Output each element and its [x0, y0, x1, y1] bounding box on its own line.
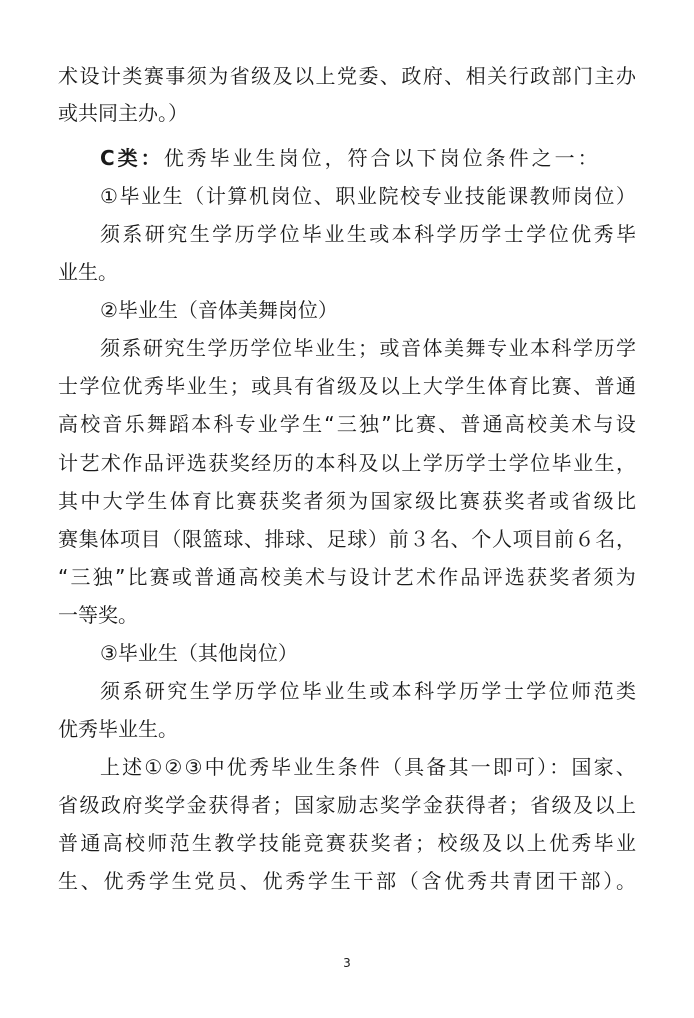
paragraph-line: 一等奖。: [58, 603, 138, 627]
paragraph-line: 业生。: [58, 260, 118, 284]
paragraph-line: 须系研究生学历学位毕业生；或音体美舞专业本科学历学: [100, 336, 638, 360]
page-number: 3: [343, 956, 351, 970]
section-c-label: C类：: [100, 146, 164, 170]
paragraph-line: 生、优秀学生党员、优秀学生干部（含优秀共青团干部）。: [58, 869, 639, 893]
paragraph-line: 高校音乐舞蹈本科专业学生“三独”比赛、普通高校美术与设: [58, 412, 638, 436]
paragraph-line: 术设计类赛事须为省级及以上党委、政府、相关行政部门主办: [58, 64, 638, 88]
item-heading-2: ②毕业生（音体美舞岗位）: [100, 298, 338, 322]
paragraph-line: 士学位优秀毕业生；或具有省级及以上大学生体育比赛、普通: [58, 374, 638, 398]
paragraph-line: 优秀毕业生。: [58, 717, 178, 741]
paragraph-line: 上述①②③中优秀毕业生条件（具备其一即可）：国家、: [100, 755, 638, 779]
paragraph-line: 赛集体项目（限篮球、排球、足球）前３名、个人项目前６名，: [58, 527, 637, 551]
paragraph-line: 须系研究生学历学位毕业生或本科学历学士学位师范类: [100, 679, 639, 703]
section-c-heading: [100, 144, 601, 172]
paragraph-line: 或共同主办。）: [58, 101, 188, 125]
paragraph-line: “三独”比赛或普通高校美术与设计艺术作品评选获奖者须为: [58, 565, 638, 589]
item-heading-1: ①毕业生（计算机岗位、职业院校专业技能课教师岗位）: [100, 184, 638, 208]
section-c-text: 优秀毕业生岗位，符合以下岗位条件之一：: [163, 146, 601, 170]
paragraph-line: 须系研究生学历学位毕业生或本科学历学士学位优秀毕: [100, 222, 639, 246]
item-heading-3: ③毕业生（其他岗位）: [100, 641, 298, 665]
paragraph-line: 计艺术作品评选获奖经历的本科及以上学历学士学位毕业生，: [58, 451, 638, 475]
paragraph-line: 其中大学生体育比赛获奖者须为国家级比赛获奖者或省级比: [58, 489, 639, 513]
paragraph-line: 普通高校师范生教学技能竞赛获奖者；校级及以上优秀毕业: [58, 831, 639, 855]
paragraph-line: 省级政府奖学金获得者；国家励志奖学金获得者；省级及以上: [58, 793, 638, 817]
